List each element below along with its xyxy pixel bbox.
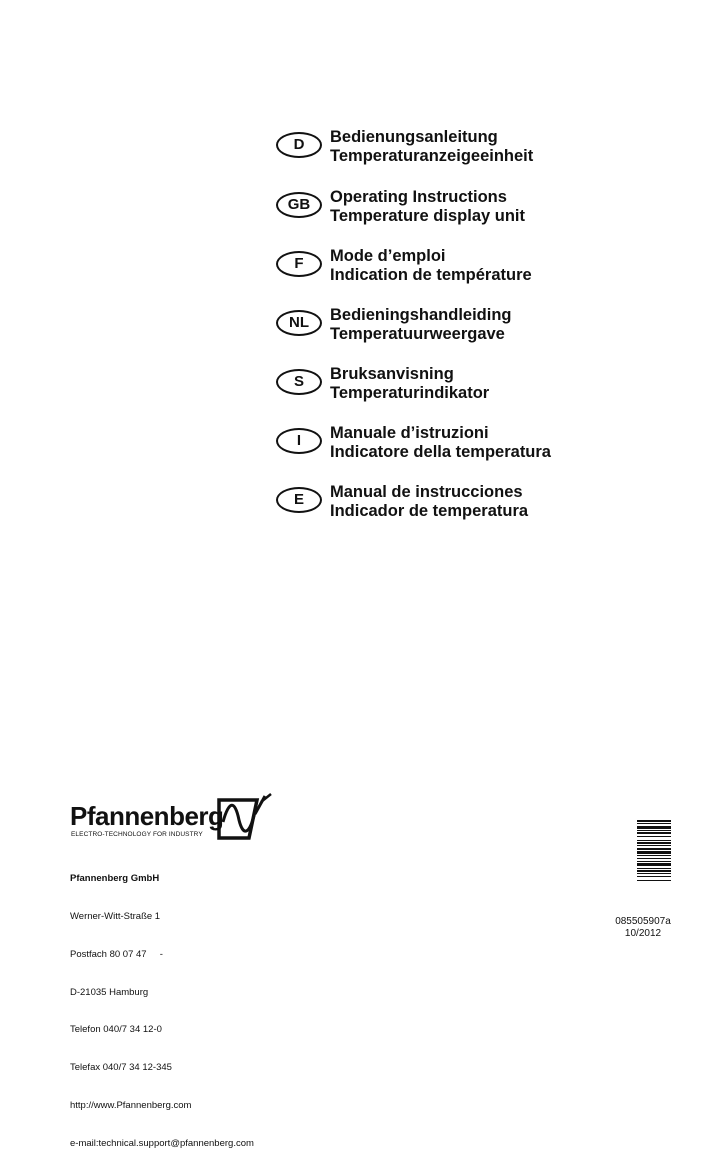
address-street: Werner-Witt-Straße 1 xyxy=(70,910,161,922)
language-title-line1: Manuale d’istruzioni xyxy=(330,424,489,442)
language-title-line2: Temperaturindikator xyxy=(330,384,490,402)
language-code-badge: D xyxy=(276,132,322,158)
language-title-line1: Bedienungsanleitung xyxy=(330,128,498,146)
language-title-line1: Bruksanvisning xyxy=(330,365,454,383)
language-titles xyxy=(330,424,551,462)
language-row-de xyxy=(276,128,696,172)
language-code-badge: E xyxy=(276,487,322,513)
language-row-it xyxy=(276,424,696,468)
address-email: e-mail:technical.support@pfannenberg.com xyxy=(70,1137,254,1149)
language-row-se xyxy=(276,365,696,409)
sine-wave-logo-icon xyxy=(217,792,273,840)
language-title-line1: Operating Instructions xyxy=(330,188,507,206)
language-row-gb xyxy=(276,188,696,232)
language-title-line1: Manual de instrucciones xyxy=(330,483,523,501)
language-title-line2: Temperatuurweergave xyxy=(330,325,505,343)
company-logo xyxy=(70,792,280,842)
document-date: 10/2012 xyxy=(624,928,662,939)
language-titles xyxy=(330,483,528,521)
company-address xyxy=(70,848,254,1163)
address-phone: Telefon 040/7 34 12-0 xyxy=(70,1024,162,1036)
document-number: 085505907a xyxy=(615,916,671,927)
language-title-line1: Bedieningshandleiding xyxy=(330,306,512,324)
address-fax: Telefax 040/7 34 12-345 xyxy=(70,1062,172,1074)
language-titles xyxy=(330,306,512,344)
address-city: D-21035 Hamburg xyxy=(70,986,149,998)
language-titles xyxy=(330,247,532,285)
document-info xyxy=(610,916,676,940)
language-titles xyxy=(330,128,533,166)
language-row-es xyxy=(276,483,696,527)
barcode-icon xyxy=(637,820,671,910)
language-code-badge: NL xyxy=(276,310,322,336)
language-title-line2: Temperature display unit xyxy=(330,207,525,225)
language-code-badge: F xyxy=(276,251,322,277)
language-title-line1: Mode d’emploi xyxy=(330,247,446,265)
language-row-fr xyxy=(276,247,696,291)
logo-wordmark: Pfannenberg xyxy=(70,801,224,831)
address-web: http://www.Pfannenberg.com xyxy=(70,1099,192,1111)
logo-tagline: ELECTRO-TECHNOLOGY FOR INDUSTRY xyxy=(71,831,203,838)
language-titles xyxy=(330,365,489,403)
language-title-line2: Indication de température xyxy=(330,266,532,284)
language-code-badge: I xyxy=(276,428,322,454)
language-code-badge: GB xyxy=(276,192,322,218)
language-title-line2: Temperaturanzeigeeinheit xyxy=(330,147,534,165)
language-title-line2: Indicatore della temperatura xyxy=(330,443,551,461)
language-row-nl xyxy=(276,306,696,350)
language-titles xyxy=(330,188,525,226)
language-title-line2: Indicador de temperatura xyxy=(330,502,529,520)
company-name: Pfannenberg GmbH xyxy=(70,873,160,885)
address-postbox: Postfach 80 07 47 - xyxy=(70,948,163,960)
language-code-badge: S xyxy=(276,369,322,395)
